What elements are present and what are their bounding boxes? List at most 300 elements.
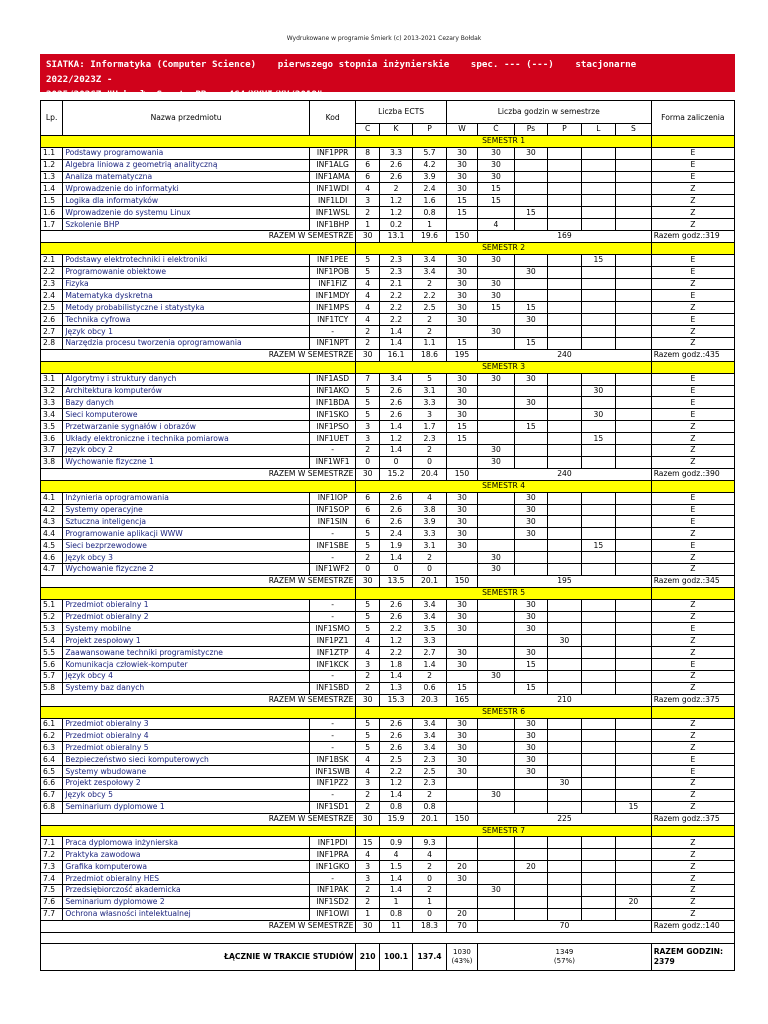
sum-hours-other: 225: [478, 813, 652, 825]
assessment-form: Z: [651, 730, 734, 742]
hours-s: [616, 195, 652, 207]
sum-ects-k: 15.3: [379, 694, 412, 706]
hours-c: 30: [478, 670, 515, 682]
sum-ects-c: 30: [356, 575, 379, 587]
semester-header-left: [41, 135, 356, 147]
hours-s: [616, 266, 652, 278]
ects-k: 1.4: [379, 445, 412, 457]
ects-c: 15: [356, 837, 379, 849]
subject-name: Narzędzia procesu tworzenia oprogramowania: [63, 338, 310, 350]
hours-w: 30: [446, 397, 477, 409]
total-ects-p: 137.4: [413, 943, 446, 970]
subject-name: Przedsiębiorczość akademicka: [63, 885, 310, 897]
subject-code: -: [309, 611, 356, 623]
assessment-form: Z: [651, 896, 734, 908]
hours-c: [478, 433, 515, 445]
ects-p: 2: [413, 278, 446, 290]
hours-s: [616, 290, 652, 302]
subject-name: Bazy danych: [63, 397, 310, 409]
assessment-form: Z: [651, 789, 734, 801]
assessment-form: Z: [651, 183, 734, 195]
lp: 6.7: [41, 789, 63, 801]
ects-p: 0: [413, 873, 446, 885]
assessment-form: E: [651, 147, 734, 159]
ects-c: 2: [356, 326, 379, 338]
banner-title: SIATKA: Informatyka (Computer Science): [46, 59, 257, 70]
ects-k: 2.2: [379, 302, 412, 314]
hours-c: 15: [478, 302, 515, 314]
hours-l: [581, 326, 615, 338]
hours-l: 30: [581, 409, 615, 421]
hours-s: [616, 742, 652, 754]
lp: 1.5: [41, 195, 63, 207]
ects-k: 2.6: [379, 409, 412, 421]
semester-sum-row: [41, 920, 735, 932]
ects-k: 0.8: [379, 908, 412, 920]
assessment-form: E: [651, 504, 734, 516]
lp: 7.3: [41, 861, 63, 873]
subject-code: INF1SIN: [309, 516, 356, 528]
hours-w: [446, 456, 477, 468]
ects-c: 4: [356, 290, 379, 302]
ects-k: 2.2: [379, 647, 412, 659]
hours-l: [581, 885, 615, 897]
lp: 4.4: [41, 528, 63, 540]
hours-s: [616, 670, 652, 682]
ects-p: 2.3: [413, 754, 446, 766]
subject-code: INF1OWI: [309, 908, 356, 920]
lp: 6.5: [41, 766, 63, 778]
ects-k: 2.6: [379, 385, 412, 397]
hours-w: 20: [446, 861, 477, 873]
semester-header: [41, 480, 735, 492]
hours-l: [581, 861, 615, 873]
ects-c: 4: [356, 302, 379, 314]
hours-w: 30: [446, 302, 477, 314]
hours-s: [616, 254, 652, 266]
sum-ects-p: 20.3: [413, 694, 446, 706]
ects-p: 9.3: [413, 837, 446, 849]
semester-sum-label: RAZEM W SEMESTRZE: [41, 920, 356, 932]
course-row: [41, 528, 735, 540]
hours-l: [581, 147, 615, 159]
hours-p: [548, 254, 581, 266]
ects-k: 1.5: [379, 861, 412, 873]
hours-p: [548, 754, 581, 766]
ects-p: 1: [413, 219, 446, 231]
assessment-form: E: [651, 171, 734, 183]
subject-name: Przedmiot obieralny 2: [63, 611, 310, 623]
course-row: [41, 504, 735, 516]
lp: 4.1: [41, 492, 63, 504]
ects-p: 2: [413, 885, 446, 897]
ects-k: 2.6: [379, 718, 412, 730]
course-row: [41, 147, 735, 159]
ects-k: 3.4: [379, 373, 412, 385]
hours-p: [548, 611, 581, 623]
sum-hours-other: 210: [478, 694, 652, 706]
ects-k: 4: [379, 849, 412, 861]
ects-c: 5: [356, 409, 379, 421]
subject-name: Sztuczna inteligencja: [63, 516, 310, 528]
hours-s: [616, 873, 652, 885]
ects-c: 3: [356, 433, 379, 445]
hours-p: [548, 183, 581, 195]
total-hours-w: [446, 943, 477, 970]
ects-c: 4: [356, 183, 379, 195]
subject-code: INF1TCY: [309, 314, 356, 326]
assessment-form: Z: [651, 837, 734, 849]
ects-k: 2.6: [379, 492, 412, 504]
total-ects-k: 100.1: [379, 943, 412, 970]
hours-ps: 30: [514, 528, 547, 540]
hours-ps: [514, 278, 547, 290]
ects-p: 3.3: [413, 397, 446, 409]
ects-k: 2.3: [379, 266, 412, 278]
ects-c: 5: [356, 266, 379, 278]
hours-ps: [514, 433, 547, 445]
semester-header-right: [651, 706, 734, 718]
hours-l: [581, 766, 615, 778]
hours-p: [548, 433, 581, 445]
hours-p: [548, 730, 581, 742]
hours-ps: [514, 896, 547, 908]
hours-w: [446, 635, 477, 647]
hours-p: [548, 159, 581, 171]
hours-w: 30: [446, 266, 477, 278]
hours-ps: [514, 219, 547, 231]
hours-p: 30: [548, 635, 581, 647]
course-row: [41, 861, 735, 873]
semester-header: [41, 587, 735, 599]
assessment-form: Z: [651, 599, 734, 611]
hours-w: 30: [446, 159, 477, 171]
subject-name: Przedmiot obieralny HES: [63, 873, 310, 885]
ects-k: 2.2: [379, 290, 412, 302]
ects-p: 2.2: [413, 290, 446, 302]
hours-p: [548, 861, 581, 873]
hours-s: [616, 421, 652, 433]
lp: 1.1: [41, 147, 63, 159]
hours-s: [616, 278, 652, 290]
hours-w: [446, 777, 477, 789]
hours-l: 15: [581, 433, 615, 445]
hours-p: [548, 266, 581, 278]
assessment-form: E: [651, 373, 734, 385]
hours-l: [581, 171, 615, 183]
hours-s: [616, 338, 652, 350]
hours-ps: [514, 563, 547, 575]
course-row: [41, 314, 735, 326]
ects-c: 6: [356, 504, 379, 516]
ects-k: 1.3: [379, 682, 412, 694]
subject-code: INF1PPR: [309, 147, 356, 159]
subject-code: INF1PDI: [309, 837, 356, 849]
hours-c: 30: [478, 373, 515, 385]
course-row: [41, 718, 735, 730]
subject-name: Fizyka: [63, 278, 310, 290]
course-row: [41, 777, 735, 789]
hours-s: [616, 456, 652, 468]
ects-p: 2.7: [413, 647, 446, 659]
subject-name: Język obcy 1: [63, 326, 310, 338]
ects-p: 2: [413, 445, 446, 457]
ects-p: 3.4: [413, 611, 446, 623]
hours-l: [581, 516, 615, 528]
sum-hours-total: Razem godz.:140: [651, 920, 734, 932]
hours-s: [616, 659, 652, 671]
hours-w: 30: [446, 409, 477, 421]
assessment-form: Z: [651, 635, 734, 647]
hours-l: [581, 647, 615, 659]
course-row: [41, 492, 735, 504]
subject-code: INF1SBD: [309, 682, 356, 694]
hours-p: [548, 849, 581, 861]
hours-s: [616, 326, 652, 338]
header-ects-k: K: [379, 124, 412, 136]
course-row: [41, 254, 735, 266]
hours-ps: [514, 409, 547, 421]
assessment-form: Z: [651, 219, 734, 231]
hours-w: 30: [446, 373, 477, 385]
ects-c: 6: [356, 492, 379, 504]
hours-p: [548, 409, 581, 421]
semester-sum-label: RAZEM W SEMESTRZE: [41, 349, 356, 361]
semester-label: SEMESTR 7: [356, 825, 651, 837]
header-hours-ps: Ps: [514, 124, 547, 136]
lp: 1.6: [41, 207, 63, 219]
ects-k: 0.2: [379, 219, 412, 231]
assessment-form: Z: [651, 908, 734, 920]
hours-w: [446, 552, 477, 564]
subject-name: Analiza matematyczna: [63, 171, 310, 183]
ects-c: 2: [356, 885, 379, 897]
hours-c: [478, 682, 515, 694]
subject-name: Sieci komputerowe: [63, 409, 310, 421]
ects-p: 2: [413, 670, 446, 682]
hours-l: [581, 195, 615, 207]
ects-p: 1.6: [413, 195, 446, 207]
hours-s: [616, 183, 652, 195]
course-row: [41, 659, 735, 671]
hours-w: 30: [446, 742, 477, 754]
hours-c: [478, 516, 515, 528]
subject-code: INF1SOP: [309, 504, 356, 516]
course-row: [41, 789, 735, 801]
hours-w: 15: [446, 338, 477, 350]
lp: 1.4: [41, 183, 63, 195]
subject-code: INF1BDA: [309, 397, 356, 409]
ects-p: 1.7: [413, 421, 446, 433]
subject-name: Przedmiot obieralny 4: [63, 730, 310, 742]
curriculum-banner: [40, 54, 735, 100]
ects-k: 1.2: [379, 195, 412, 207]
hours-ps: 30: [514, 611, 547, 623]
hours-ps: 30: [514, 742, 547, 754]
sum-ects-c: 30: [356, 694, 379, 706]
ects-k: 2.2: [379, 314, 412, 326]
hours-p: [548, 682, 581, 694]
hours-c: [478, 873, 515, 885]
subject-name: Seminarium dyplomowe 1: [63, 801, 310, 813]
hours-s: [616, 516, 652, 528]
subject-code: INF1SD1: [309, 801, 356, 813]
ects-p: 1.4: [413, 659, 446, 671]
subject-code: INF1PZ2: [309, 777, 356, 789]
subject-code: -: [309, 599, 356, 611]
assessment-form: Z: [651, 563, 734, 575]
hours-w: [446, 563, 477, 575]
ects-k: 1.4: [379, 670, 412, 682]
subject-code: INF1NPT: [309, 338, 356, 350]
semester-label: SEMESTR 5: [356, 587, 651, 599]
lp: 4.3: [41, 516, 63, 528]
assessment-form: Z: [651, 849, 734, 861]
hours-p: [548, 801, 581, 813]
subject-name: Technika cyfrowa: [63, 314, 310, 326]
ects-c: 2: [356, 338, 379, 350]
lp: 5.5: [41, 647, 63, 659]
header-ects-p: P: [413, 124, 446, 136]
hours-l: [581, 219, 615, 231]
course-row: [41, 647, 735, 659]
lp: 1.2: [41, 159, 63, 171]
lp: 3.4: [41, 409, 63, 421]
hours-s: 15: [616, 801, 652, 813]
course-row: [41, 338, 735, 350]
course-row: [41, 754, 735, 766]
subject-name: Komunikacja człowiek-komputer: [63, 659, 310, 671]
hours-ps: 15: [514, 207, 547, 219]
ects-p: 5.7: [413, 147, 446, 159]
subject-code: INF1POB: [309, 266, 356, 278]
ects-k: 1.4: [379, 338, 412, 350]
lp: 2.4: [41, 290, 63, 302]
sum-hours-w: 150: [446, 813, 477, 825]
course-row: [41, 385, 735, 397]
ects-p: 3.4: [413, 266, 446, 278]
course-row: [41, 766, 735, 778]
lp: 2.1: [41, 254, 63, 266]
semester-sum-row: [41, 813, 735, 825]
sum-hours-total: Razem godz.:375: [651, 694, 734, 706]
lp: 7.1: [41, 837, 63, 849]
ects-p: 0: [413, 456, 446, 468]
lp: 5.6: [41, 659, 63, 671]
hours-s: [616, 861, 652, 873]
semester-sum-label: RAZEM W SEMESTRZE: [41, 468, 356, 480]
hours-w: [446, 445, 477, 457]
hours-ps: [514, 445, 547, 457]
assessment-form: Z: [651, 647, 734, 659]
sum-ects-p: 18.3: [413, 920, 446, 932]
course-row: [41, 290, 735, 302]
spacer-row: [41, 932, 735, 943]
ects-p: 3.9: [413, 516, 446, 528]
hours-s: [616, 552, 652, 564]
subject-name: Systemy baz danych: [63, 682, 310, 694]
ects-c: 1: [356, 908, 379, 920]
sum-hours-total: Razem godz.:390: [651, 468, 734, 480]
lp: 1.7: [41, 219, 63, 231]
hours-w: 30: [446, 492, 477, 504]
semester-header-left: [41, 706, 356, 718]
lp: 7.6: [41, 896, 63, 908]
hours-w: 30: [446, 528, 477, 540]
hours-w: 30: [446, 754, 477, 766]
hours-ps: 30: [514, 647, 547, 659]
ects-k: 1.2: [379, 635, 412, 647]
assessment-form: Z: [651, 433, 734, 445]
subject-name: Projekt zespołowy 1: [63, 635, 310, 647]
ects-c: 2: [356, 670, 379, 682]
course-row: [41, 623, 735, 635]
ects-c: 2: [356, 682, 379, 694]
sum-hours-w: 150: [446, 468, 477, 480]
hours-c: [478, 896, 515, 908]
course-row: [41, 599, 735, 611]
semester-header-right: [651, 825, 734, 837]
ects-k: 0.8: [379, 801, 412, 813]
course-row: [41, 849, 735, 861]
hours-p: [548, 670, 581, 682]
ects-p: 3.9: [413, 171, 446, 183]
total-hours-value: 2379: [653, 956, 675, 966]
sum-hours-w: 195: [446, 349, 477, 361]
hours-ps: [514, 837, 547, 849]
semester-header: [41, 706, 735, 718]
hours-l: [581, 290, 615, 302]
ects-c: 8: [356, 147, 379, 159]
hours-l: [581, 670, 615, 682]
sum-ects-k: 11: [379, 920, 412, 932]
ects-c: 5: [356, 540, 379, 552]
semester-sum-label: RAZEM W SEMESTRZE: [41, 813, 356, 825]
hours-w: 30: [446, 623, 477, 635]
ects-k: 2.6: [379, 397, 412, 409]
hours-c: 30: [478, 885, 515, 897]
semester-header-right: [651, 242, 734, 254]
ects-k: 2.3: [379, 254, 412, 266]
hours-ps: [514, 385, 547, 397]
sum-ects-k: 13.1: [379, 231, 412, 243]
lp: 4.6: [41, 552, 63, 564]
hours-l: [581, 421, 615, 433]
lp: 3.6: [41, 433, 63, 445]
spacer-cell: [41, 932, 735, 943]
ects-p: 0.8: [413, 801, 446, 813]
semester-header-left: [41, 480, 356, 492]
hours-c: [478, 742, 515, 754]
sum-ects-c: 30: [356, 231, 379, 243]
hours-p: [548, 504, 581, 516]
assessment-form: Z: [651, 861, 734, 873]
sum-hours-other: 240: [478, 349, 652, 361]
assessment-form: Z: [651, 742, 734, 754]
assessment-form: Z: [651, 528, 734, 540]
hours-s: [616, 908, 652, 920]
subject-code: INF1SMO: [309, 623, 356, 635]
header-hours: Liczba godzin w semestrze: [446, 101, 651, 124]
ects-c: 3: [356, 659, 379, 671]
hours-l: 30: [581, 385, 615, 397]
hours-c: [478, 635, 515, 647]
subject-code: INF1SBE: [309, 540, 356, 552]
hours-c: [478, 421, 515, 433]
hours-w: 30: [446, 718, 477, 730]
subject-code: -: [309, 873, 356, 885]
hours-l: [581, 278, 615, 290]
